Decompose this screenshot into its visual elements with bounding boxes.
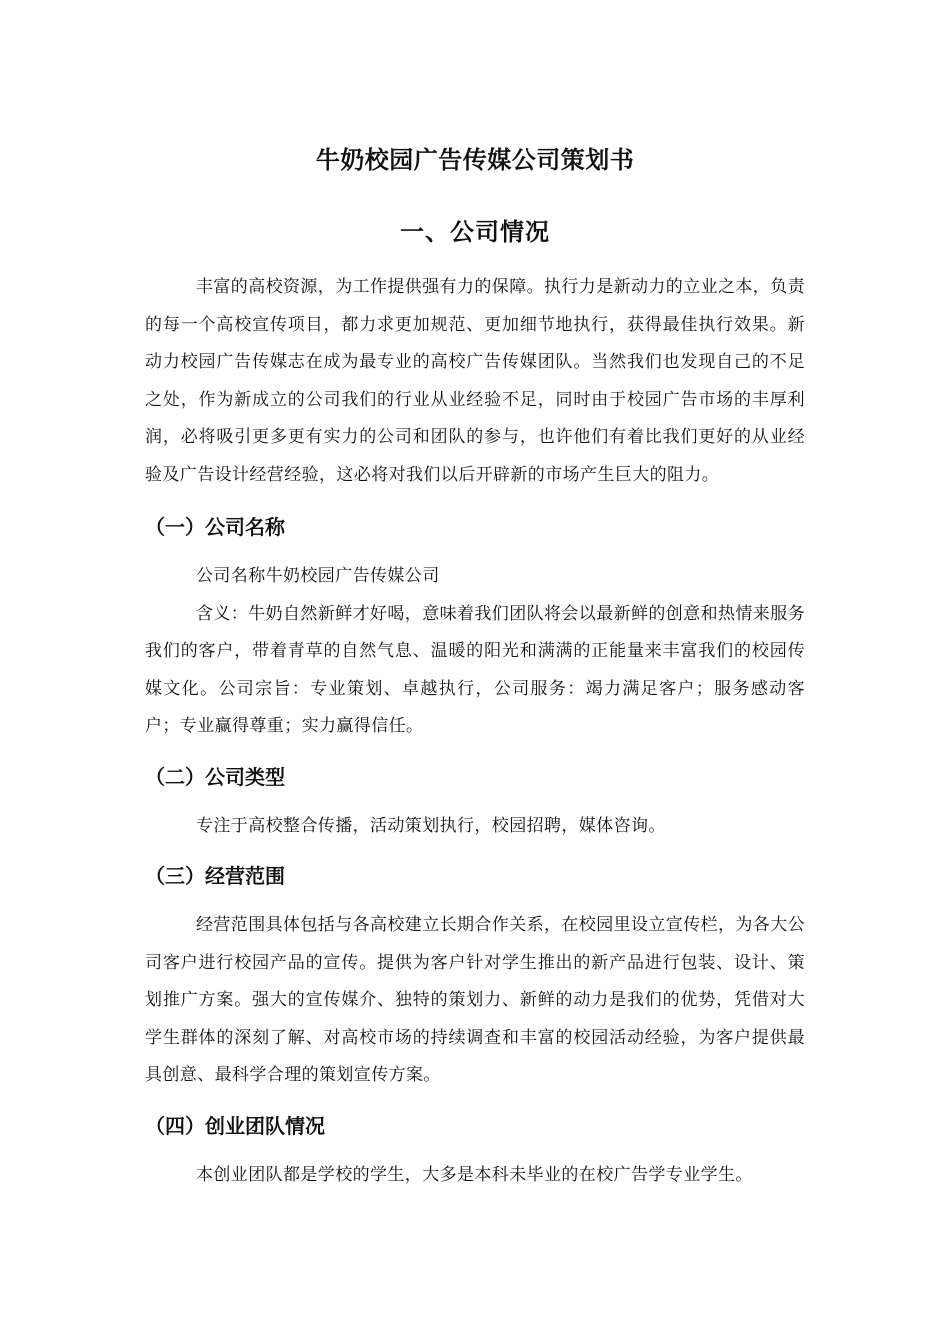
team-paragraph: 本创业团队都是学校的学生，大多是本科未毕业的在校广告学专业学生。	[196, 1164, 753, 1185]
intro-paragraph: 丰富的高校资源，为工作提供强有力的保障。执行力是新动力的立业之本，负责的每一个高校宣传项目，都力求更加规范、更加细节地执行，获得最佳执行效果。新动力校园广告传媒志在成为最专业的高校广告传媒团队。当然我们也发现自己的不足之处，作为新成立的公司我们的行业从业经验不足，同时由于校园广告市场的丰厚利润，必将吸引更多更有实力的公司和团队的参与，也许他们有着比我们更好的从业经验及广告设计经营经验，这必将对我们以后开辟新的市场产生巨大的阻力。	[145, 277, 805, 485]
business-scope-paragraph: 经营范围具体包括与各高校建立长期合作关系，在校园里设立宣传栏，为各大公司客户进行校园产品的宣传。提供为客户针对学生推出的新产品进行包装、设计、策划推广方案。强大的宣传媒介、独特的策划力、新鲜的动力是我们的优势，凭借对大学生群体的深刻了解、对高校市场的持续调查和丰富的校园活动经验，为客户提供最具创意、最科学合理的策划宣传方案。	[145, 915, 805, 1085]
subsection-heading-team: （四）创业团队情况	[145, 1113, 325, 1138]
company-meaning-paragraph: 含义：牛奶自然新鲜才好喝，意味着我们团队将会以最新鲜的创意和热情来服务我们的客户，带着青草的自然气息、温暖的阳光和满满的正能量来丰富我们的校园传媒文化。公司宗旨：专业策划、卓越执行，公司服务：竭力满足客户；服务感动客户；专业赢得尊重；实力赢得信任。	[145, 603, 805, 736]
section-title: 一、公司情况	[400, 218, 550, 246]
company-name-paragraph: 公司名称牛奶校园广告传媒公司	[196, 566, 440, 586]
subsection-heading-business-scope: （三）经营范围	[145, 864, 285, 888]
subsection-heading-company-type: （二）公司类型	[145, 764, 285, 789]
document-title: 牛奶校园广告传媒公司策划书	[315, 146, 635, 174]
document-body	[145, 143, 805, 1194]
company-type-paragraph: 专注于高校整合传播，活动策划执行，校园招聘，媒体咨询。	[196, 815, 666, 836]
subsection-heading-company-name: （一）公司名称	[145, 515, 285, 539]
